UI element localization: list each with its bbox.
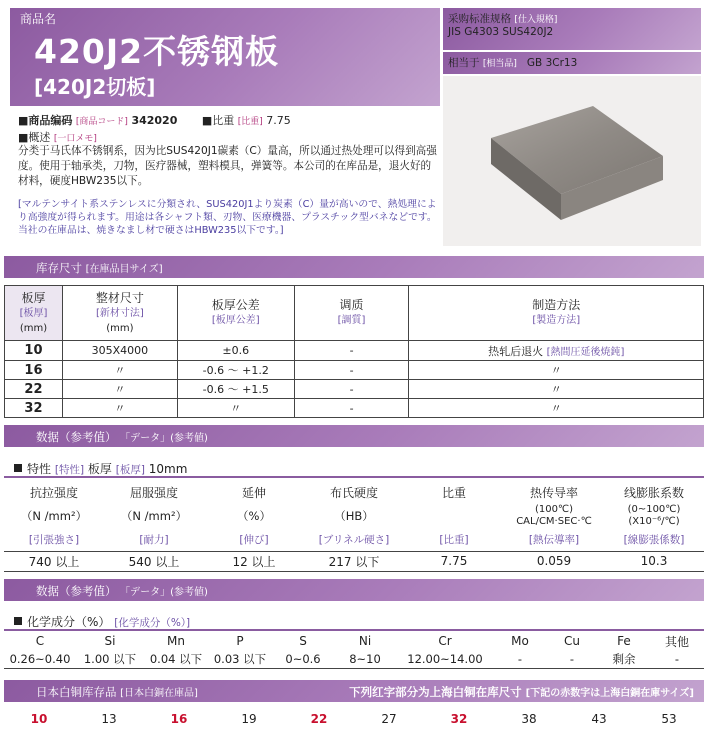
summary-cn: 分类于马氏体不锈钢系，因为比SUS420J1碳素（C）量高，所以通过热处理可以得到高强度。使用于轴承类，刀物，医疗器械，塑料模具，弹簧等。本公司的在库品是，退火好的材料，硬度HBW235以下。 bbox=[18, 145, 437, 187]
weight-label: ■比重 bbox=[201, 114, 235, 127]
properties-subheader bbox=[4, 456, 704, 478]
size-item: 19 bbox=[241, 712, 257, 726]
code-label-jp: [商品コード] bbox=[75, 117, 128, 127]
product-subtitle: [420J2切板] bbox=[34, 75, 156, 99]
stock-size-title-jp: [在庫品目サイズ] bbox=[85, 264, 163, 275]
chemistry-label: 化学成分（%） bbox=[27, 615, 111, 629]
col-method: 制造方法 [製造方法] bbox=[409, 286, 704, 341]
data-bar-1-title: 数据（参考值） bbox=[36, 430, 117, 444]
stock-list-right-jp: [下記の赤数字は上海白銅在庫サイズ] bbox=[525, 688, 694, 699]
table-row: 10 305X4000 ±0.6 - 热轧后退火 [熱間圧延後焼鈍] bbox=[5, 341, 704, 361]
weight-value: 7.75 bbox=[266, 114, 291, 127]
method-cell: 热轧后退火 [熱間圧延後焼鈍] bbox=[409, 341, 704, 361]
thickness-label-jp: [板厚] bbox=[115, 464, 145, 476]
properties-label: 特性 bbox=[27, 462, 52, 476]
code-line bbox=[18, 112, 291, 128]
product-title: 420J2不锈钢板 bbox=[34, 32, 280, 71]
table-row: 16 〃 -0.6 ～ +1.2 - 〃 bbox=[5, 361, 704, 380]
size-item: 27 bbox=[381, 712, 397, 726]
chemistry-elements: C Si Mn P S Ni Cr Mo Cu Fe 其他 bbox=[35, 634, 689, 649]
properties-table bbox=[4, 481, 704, 572]
size-item: 38 bbox=[521, 712, 537, 726]
stock-table bbox=[4, 285, 704, 418]
size-item: 43 bbox=[591, 712, 607, 726]
properties-jp: [引張強さ] [耐力] [伸び] [ブリネル硬さ] [比重] [熱伝導率] [線膨張係数] bbox=[28, 534, 685, 547]
stock-size-title: 库存尺寸 bbox=[36, 261, 82, 275]
chemistry-table bbox=[4, 632, 704, 669]
size-item: 32 bbox=[450, 712, 468, 726]
thickness-value: 10mm bbox=[148, 462, 188, 476]
size-item: 22 bbox=[310, 712, 328, 726]
size-item: 53 bbox=[661, 712, 677, 726]
table-row: 22 〃 -0.6 ～ +1.5 - 〃 bbox=[5, 380, 704, 399]
thickness-label: 板厚 bbox=[87, 462, 112, 476]
stock-list-right: 下列红字部分为上海白铜在库尺寸 bbox=[349, 685, 522, 699]
product-photo bbox=[443, 76, 701, 246]
stock-size-bar bbox=[4, 256, 704, 278]
size-item: 16 bbox=[170, 712, 188, 726]
stock-list-left: 日本白铜库存品 bbox=[36, 685, 117, 699]
code-value: 342020 bbox=[131, 114, 178, 127]
summary-label: ■概述 bbox=[18, 131, 51, 144]
properties-names: 抗拉强度 屈服强度 延伸 布氏硬度 比重 热传导率 线膨胀系数 bbox=[29, 485, 684, 500]
equiv-label: 相当于 bbox=[448, 57, 480, 69]
stock-list-right-wrap bbox=[349, 684, 694, 700]
summary-label-jp: [一口メモ] bbox=[53, 134, 97, 144]
chemistry-subheader bbox=[4, 609, 704, 631]
data-bar-2-title-jp: 「データ」(参考値) bbox=[120, 587, 208, 598]
product-info bbox=[10, 106, 440, 246]
stock-sizes bbox=[4, 708, 704, 732]
code-label: ■商品编码 bbox=[18, 114, 73, 127]
equiv-label-jp: [相当品] bbox=[482, 59, 517, 69]
summary-jp: [マルテンサイト系ステンレスに分類され、SUS420J1より炭素（C）量が高いので、熱処理により高強度が得られます。用途は各シャフト類、刃物、医療機器、プラスチック型バネなどです。当社の在庫品は、焼きなまし材で硬さはHBW235以下です。] bbox=[18, 199, 437, 236]
equivalent-box bbox=[443, 52, 701, 74]
summary-label-line bbox=[18, 129, 97, 145]
square-bullet-icon bbox=[14, 617, 22, 625]
properties-label-jp: [特性] bbox=[54, 464, 85, 476]
properties-units: （N /mm²） （N /mm²） （%） （HB） (100℃) CAL/CM·SEC·℃ (0~100℃) (X10⁻⁶/℃) bbox=[20, 504, 681, 527]
stock-list-left-jp: [日本白銅在庫品] bbox=[120, 688, 198, 699]
standard-label-jp: [仕入規格] bbox=[514, 15, 558, 25]
properties-values: 740 以上 540 以上 12 以上 217 以下 7.75 0.059 10.3 bbox=[4, 551, 704, 571]
weight-label-jp: [比重] bbox=[237, 117, 263, 127]
col-size: 整材尺寸 [新材寸法] (mm) bbox=[62, 286, 177, 341]
size-item: 13 bbox=[101, 712, 117, 726]
table-row: 32 〃 〃 - 〃 bbox=[5, 399, 704, 418]
size-item: 10 bbox=[30, 712, 48, 726]
data-bar-2-title: 数据（参考值） bbox=[36, 584, 117, 598]
steel-plate-image bbox=[443, 76, 701, 246]
chemistry-values: 0.26~0.40 1.00 以下 0.04 以下 0.03 以下 0~0.6 8~10 12.00~14.00 - - 剩余 - bbox=[4, 650, 704, 668]
col-thickness: 板厚 [板厚] (mm) bbox=[5, 286, 63, 341]
square-bullet-icon bbox=[14, 464, 22, 472]
standard-label: 采购标准规格 bbox=[448, 13, 511, 25]
chemistry-label-jp: [化学成分（%）] bbox=[114, 617, 191, 629]
standard-value: JIS G4303 SUS420J2 bbox=[448, 26, 554, 38]
data-bar-2 bbox=[4, 579, 704, 601]
data-bar-1-title-jp: 「データ」(参考値) bbox=[120, 433, 208, 444]
category-label: 商品名 bbox=[20, 12, 57, 26]
col-temper: 调质 [調質] bbox=[294, 286, 409, 341]
col-tolerance: 板厚公差 [板厚公差] bbox=[177, 286, 294, 341]
equiv-value: GB 3Cr13 bbox=[526, 57, 578, 69]
product-header bbox=[10, 8, 440, 106]
stock-table-header bbox=[5, 286, 704, 341]
stock-list-bar bbox=[4, 680, 704, 702]
standard-box bbox=[443, 8, 701, 50]
data-bar-1 bbox=[4, 425, 704, 447]
